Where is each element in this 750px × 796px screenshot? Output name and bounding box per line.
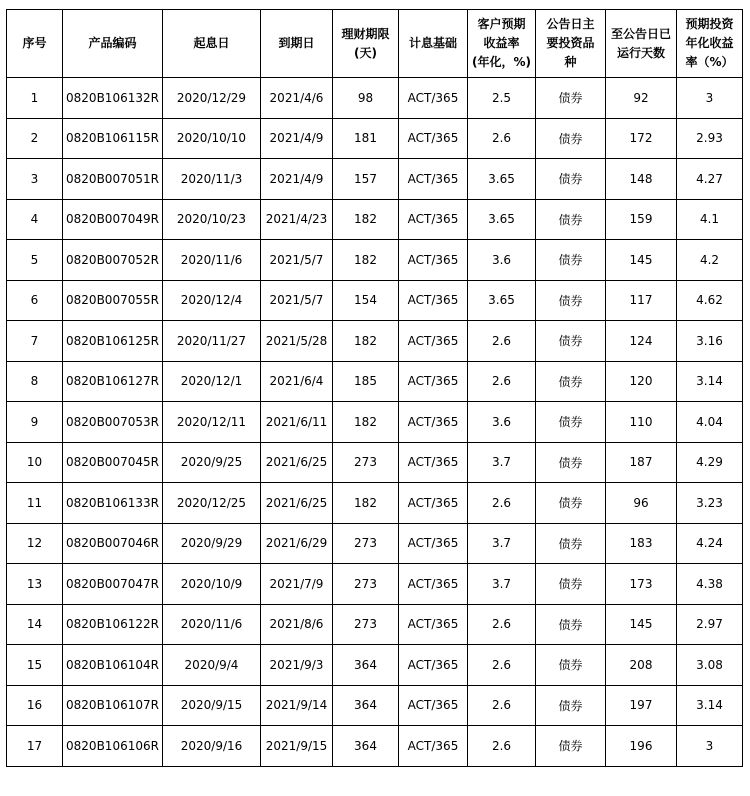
- header-days_running: [606, 10, 677, 78]
- cell-code: 0820B106132R: [63, 78, 163, 119]
- table-row: [7, 118, 743, 159]
- cell-annual_return: 3.16: [677, 321, 743, 362]
- cell-annual_return: 4.1: [677, 199, 743, 240]
- table-row: [7, 645, 743, 686]
- cell-term: 182: [333, 240, 399, 281]
- cell-code: 0820B007055R: [63, 280, 163, 321]
- cell-start: 2020/12/11: [163, 402, 261, 443]
- cell-maturity: 2021/6/29: [261, 523, 333, 564]
- cell-asset_type: 债券: [536, 726, 606, 767]
- cell-term: 182: [333, 483, 399, 524]
- cell-term: 364: [333, 685, 399, 726]
- cell-days_running: 187: [606, 442, 677, 483]
- cell-basis: ACT/365: [399, 280, 468, 321]
- header-maturity: [261, 10, 333, 78]
- cell-basis: ACT/365: [399, 402, 468, 443]
- header-start: [163, 10, 261, 78]
- table-row: [7, 78, 743, 119]
- cell-start: 2020/11/6: [163, 604, 261, 645]
- cell-expected_yield: 3.7: [468, 442, 536, 483]
- cell-annual_return: 4.62: [677, 280, 743, 321]
- table-row: [7, 523, 743, 564]
- table-row: [7, 564, 743, 605]
- cell-term: 181: [333, 118, 399, 159]
- cell-expected_yield: 2.6: [468, 483, 536, 524]
- header-days_running-line: 至公告日已: [610, 26, 671, 41]
- cell-start: 2020/10/9: [163, 564, 261, 605]
- cell-term: 182: [333, 321, 399, 362]
- table-row: [7, 361, 743, 402]
- cell-days_running: 92: [606, 78, 677, 119]
- cell-seq: 4: [7, 199, 63, 240]
- cell-maturity: 2021/4/9: [261, 118, 333, 159]
- cell-expected_yield: 2.6: [468, 604, 536, 645]
- cell-start: 2020/11/3: [163, 159, 261, 200]
- table-body: [7, 78, 743, 767]
- cell-start: 2020/11/6: [163, 240, 261, 281]
- cell-annual_return: 2.93: [677, 118, 743, 159]
- header-annual_return: [677, 10, 743, 78]
- cell-start: 2020/10/23: [163, 199, 261, 240]
- cell-maturity: 2021/4/23: [261, 199, 333, 240]
- cell-annual_return: 3.23: [677, 483, 743, 524]
- cell-seq: 3: [7, 159, 63, 200]
- cell-annual_return: 3.08: [677, 645, 743, 686]
- cell-start: 2020/9/15: [163, 685, 261, 726]
- cell-asset_type: 债券: [536, 240, 606, 281]
- cell-maturity: 2021/5/7: [261, 280, 333, 321]
- cell-term: 273: [333, 604, 399, 645]
- cell-days_running: 196: [606, 726, 677, 767]
- cell-seq: 6: [7, 280, 63, 321]
- cell-expected_yield: 2.6: [468, 118, 536, 159]
- cell-annual_return: 3.14: [677, 361, 743, 402]
- cell-basis: ACT/365: [399, 199, 468, 240]
- cell-start: 2020/9/4: [163, 645, 261, 686]
- header-annual_return-line: 率（%）: [685, 55, 734, 69]
- header-asset_type-line: 公告日主: [546, 17, 595, 31]
- cell-basis: ACT/365: [399, 564, 468, 605]
- cell-days_running: 145: [606, 240, 677, 281]
- cell-code: 0820B106127R: [63, 361, 163, 402]
- table-row: [7, 604, 743, 645]
- cell-expected_yield: 2.6: [468, 361, 536, 402]
- cell-seq: 9: [7, 402, 63, 443]
- header-basis: [399, 10, 468, 78]
- cell-code: 0820B106115R: [63, 118, 163, 159]
- cell-term: 364: [333, 726, 399, 767]
- cell-basis: ACT/365: [399, 321, 468, 362]
- header-seq-line: 序号: [22, 36, 47, 50]
- cell-term: 364: [333, 645, 399, 686]
- cell-term: 185: [333, 361, 399, 402]
- header-asset_type-line: 要投资品: [546, 36, 595, 50]
- cell-maturity: 2021/4/6: [261, 78, 333, 119]
- cell-maturity: 2021/7/9: [261, 564, 333, 605]
- cell-expected_yield: 2.6: [468, 726, 536, 767]
- cell-asset_type: 债券: [536, 483, 606, 524]
- cell-maturity: 2021/6/25: [261, 483, 333, 524]
- cell-asset_type: 债券: [536, 442, 606, 483]
- cell-asset_type: 债券: [536, 361, 606, 402]
- table-row: [7, 442, 743, 483]
- cell-maturity: 2021/9/15: [261, 726, 333, 767]
- header-code: [63, 10, 163, 78]
- cell-asset_type: 债券: [536, 78, 606, 119]
- cell-days_running: 197: [606, 685, 677, 726]
- header-expected_yield-line: 收益率: [483, 36, 520, 50]
- cell-seq: 5: [7, 240, 63, 281]
- header-term: [333, 10, 399, 78]
- cell-asset_type: 债券: [536, 523, 606, 564]
- cell-asset_type: 债券: [536, 402, 606, 443]
- cell-seq: 8: [7, 361, 63, 402]
- cell-annual_return: 3.14: [677, 685, 743, 726]
- cell-start: 2020/12/4: [163, 280, 261, 321]
- cell-maturity: 2021/9/14: [261, 685, 333, 726]
- cell-term: 98: [333, 78, 399, 119]
- cell-basis: ACT/365: [399, 442, 468, 483]
- cell-basis: ACT/365: [399, 523, 468, 564]
- table-row: [7, 240, 743, 281]
- cell-annual_return: 3: [677, 78, 743, 119]
- cell-start: 2020/9/25: [163, 442, 261, 483]
- header-days_running-line: 运行天数: [616, 45, 665, 60]
- cell-term: 273: [333, 564, 399, 605]
- cell-code: 0820B007046R: [63, 523, 163, 564]
- cell-days_running: 145: [606, 604, 677, 645]
- cell-code: 0820B106104R: [63, 645, 163, 686]
- cell-start: 2020/12/25: [163, 483, 261, 524]
- header-annual_return-line: 年化收益: [685, 36, 734, 50]
- cell-term: 157: [333, 159, 399, 200]
- cell-annual_return: 4.04: [677, 402, 743, 443]
- header-expected_yield-line: (年化，%): [472, 55, 531, 69]
- cell-expected_yield: 3.65: [468, 159, 536, 200]
- cell-maturity: 2021/6/11: [261, 402, 333, 443]
- cell-start: 2020/11/27: [163, 321, 261, 362]
- header-expected_yield: [468, 10, 536, 78]
- header-term-line: 理财期限: [341, 26, 390, 41]
- cell-expected_yield: 2.6: [468, 321, 536, 362]
- table-row: [7, 685, 743, 726]
- cell-days_running: 117: [606, 280, 677, 321]
- cell-expected_yield: 2.6: [468, 645, 536, 686]
- cell-start: 2020/12/29: [163, 78, 261, 119]
- cell-annual_return: 4.2: [677, 240, 743, 281]
- table-row: [7, 199, 743, 240]
- cell-term: 273: [333, 442, 399, 483]
- cell-basis: ACT/365: [399, 483, 468, 524]
- cell-start: 2020/12/1: [163, 361, 261, 402]
- cell-days_running: 173: [606, 564, 677, 605]
- cell-seq: 10: [7, 442, 63, 483]
- cell-seq: 2: [7, 118, 63, 159]
- cell-seq: 12: [7, 523, 63, 564]
- cell-days_running: 148: [606, 159, 677, 200]
- cell-expected_yield: 2.5: [468, 78, 536, 119]
- cell-annual_return: 3: [677, 726, 743, 767]
- cell-basis: ACT/365: [399, 240, 468, 281]
- cell-maturity: 2021/5/28: [261, 321, 333, 362]
- cell-code: 0820B106107R: [63, 685, 163, 726]
- table-row: [7, 402, 743, 443]
- cell-seq: 15: [7, 645, 63, 686]
- product-table: [6, 9, 743, 767]
- cell-days_running: 183: [606, 523, 677, 564]
- cell-annual_return: 2.97: [677, 604, 743, 645]
- cell-basis: ACT/365: [399, 361, 468, 402]
- cell-annual_return: 4.27: [677, 159, 743, 200]
- cell-days_running: 172: [606, 118, 677, 159]
- cell-maturity: 2021/4/9: [261, 159, 333, 200]
- cell-start: 2020/9/16: [163, 726, 261, 767]
- table-row: [7, 321, 743, 362]
- cell-maturity: 2021/5/7: [261, 240, 333, 281]
- cell-asset_type: 债券: [536, 159, 606, 200]
- cell-asset_type: 债券: [536, 685, 606, 726]
- cell-start: 2020/10/10: [163, 118, 261, 159]
- cell-code: 0820B106133R: [63, 483, 163, 524]
- cell-annual_return: 4.38: [677, 564, 743, 605]
- cell-seq: 11: [7, 483, 63, 524]
- cell-asset_type: 债券: [536, 645, 606, 686]
- cell-days_running: 208: [606, 645, 677, 686]
- cell-expected_yield: 3.7: [468, 564, 536, 605]
- cell-asset_type: 债券: [536, 199, 606, 240]
- cell-asset_type: 债券: [536, 321, 606, 362]
- cell-days_running: 124: [606, 321, 677, 362]
- cell-seq: 13: [7, 564, 63, 605]
- table-row: [7, 483, 743, 524]
- cell-term: 273: [333, 523, 399, 564]
- cell-seq: 14: [7, 604, 63, 645]
- cell-code: 0820B007051R: [63, 159, 163, 200]
- cell-code: 0820B106122R: [63, 604, 163, 645]
- cell-basis: ACT/365: [399, 645, 468, 686]
- cell-expected_yield: 3.65: [468, 280, 536, 321]
- cell-seq: 7: [7, 321, 63, 362]
- header-term-line: (天): [354, 45, 377, 60]
- header-start-line: 起息日: [193, 36, 230, 50]
- cell-basis: ACT/365: [399, 118, 468, 159]
- cell-days_running: 110: [606, 402, 677, 443]
- cell-code: 0820B106106R: [63, 726, 163, 767]
- cell-basis: ACT/365: [399, 78, 468, 119]
- cell-seq: 16: [7, 685, 63, 726]
- cell-seq: 17: [7, 726, 63, 767]
- cell-expected_yield: 3.65: [468, 199, 536, 240]
- cell-maturity: 2021/8/6: [261, 604, 333, 645]
- cell-expected_yield: 3.7: [468, 523, 536, 564]
- cell-code: 0820B007052R: [63, 240, 163, 281]
- table-row: [7, 280, 743, 321]
- cell-basis: ACT/365: [399, 726, 468, 767]
- header-seq: [7, 10, 63, 78]
- cell-asset_type: 债券: [536, 118, 606, 159]
- table-row: [7, 726, 743, 767]
- cell-code: 0820B007047R: [63, 564, 163, 605]
- table-row: [7, 159, 743, 200]
- cell-code: 0820B007045R: [63, 442, 163, 483]
- cell-start: 2020/9/29: [163, 523, 261, 564]
- cell-expected_yield: 3.6: [468, 240, 536, 281]
- cell-term: 154: [333, 280, 399, 321]
- table-header-row: [7, 10, 743, 78]
- cell-seq: 1: [7, 78, 63, 119]
- header-expected_yield-line: 客户预期: [477, 17, 526, 31]
- header-basis-line: 计息基础: [408, 36, 457, 50]
- cell-maturity: 2021/6/4: [261, 361, 333, 402]
- cell-basis: ACT/365: [399, 604, 468, 645]
- header-code-line: 产品编码: [88, 36, 137, 50]
- header-maturity-line: 到期日: [278, 36, 315, 50]
- cell-maturity: 2021/9/3: [261, 645, 333, 686]
- header-asset_type: [536, 10, 606, 78]
- cell-code: 0820B106125R: [63, 321, 163, 362]
- cell-days_running: 120: [606, 361, 677, 402]
- cell-maturity: 2021/6/25: [261, 442, 333, 483]
- cell-days_running: 96: [606, 483, 677, 524]
- cell-term: 182: [333, 402, 399, 443]
- cell-asset_type: 债券: [536, 604, 606, 645]
- cell-expected_yield: 3.6: [468, 402, 536, 443]
- cell-annual_return: 4.24: [677, 523, 743, 564]
- cell-asset_type: 债券: [536, 280, 606, 321]
- cell-code: 0820B007049R: [63, 199, 163, 240]
- cell-annual_return: 4.29: [677, 442, 743, 483]
- header-asset_type-line: 种: [564, 55, 577, 69]
- cell-days_running: 159: [606, 199, 677, 240]
- cell-basis: ACT/365: [399, 685, 468, 726]
- cell-term: 182: [333, 199, 399, 240]
- cell-basis: ACT/365: [399, 159, 468, 200]
- cell-expected_yield: 2.6: [468, 685, 536, 726]
- header-annual_return-line: 预期投资: [685, 17, 734, 31]
- cell-asset_type: 债券: [536, 564, 606, 605]
- cell-code: 0820B007053R: [63, 402, 163, 443]
